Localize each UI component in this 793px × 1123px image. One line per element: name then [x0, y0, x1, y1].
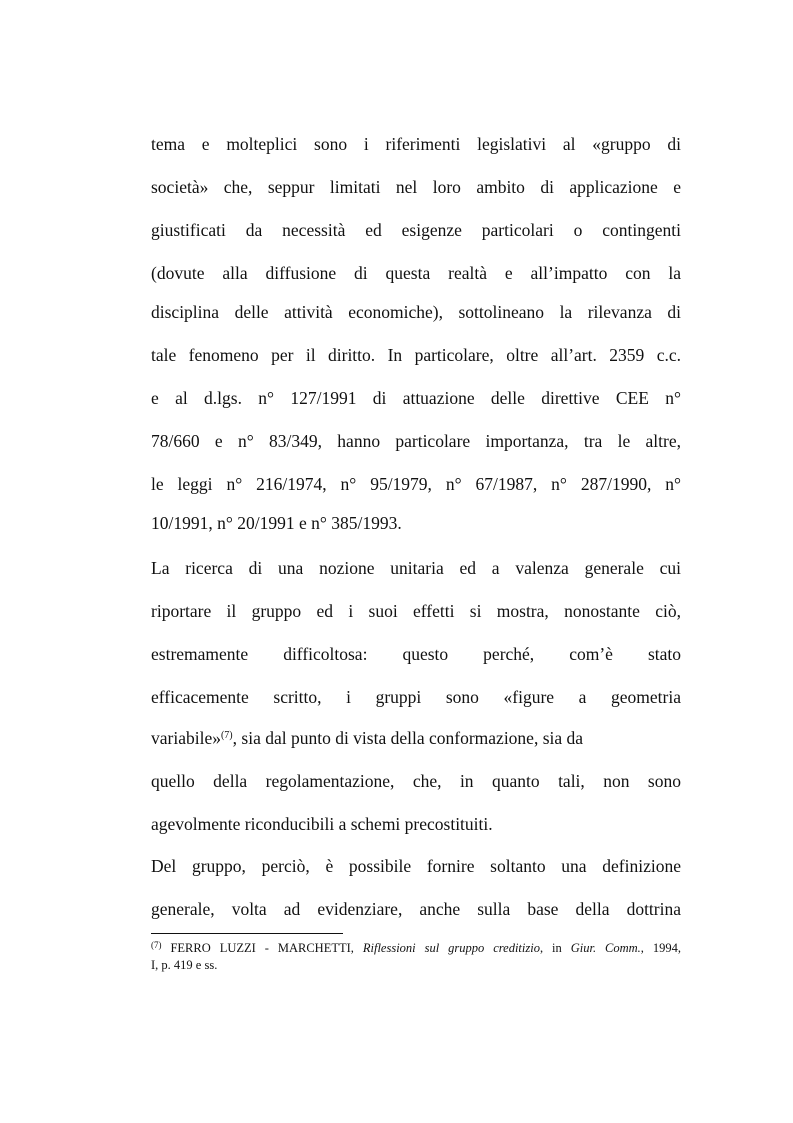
paragraph-line: tema e molteplici sono i riferimenti legislativi al «gruppo di: [151, 134, 681, 154]
paragraph-line: riportare il gruppo ed i suoi effetti si mostra, nonostante ciò,: [151, 601, 681, 621]
paragraph-line: le leggi n° 216/1974, n° 95/1979, n° 67/1987, n° 287/1990, n°: [151, 474, 681, 494]
paragraph-line: giustificati da necessità ed esigenze particolari o contingenti: [151, 220, 681, 240]
footnote-line: [151, 940, 681, 956]
footnote-marker: (7): [151, 940, 162, 950]
paragraph-line: efficacemente scritto, i gruppi sono «figure a geometria: [151, 687, 681, 707]
paragraph-line: società» che, seppur limitati nel loro ambito di applicazione e: [151, 177, 681, 197]
footnote-in: , in: [539, 941, 571, 955]
footnote-reference: (7): [220, 730, 233, 741]
footnote-journal: Giur. Comm.: [570, 941, 641, 955]
footnote-title: Riflessioni sul gruppo creditizio: [362, 941, 540, 955]
paragraph-line: tale fenomeno per il diritto. In particolare, oltre all’art. 2359 c.c.: [151, 345, 681, 365]
paragraph-line: (dovute alla diffusione di questa realtà e all’impatto con la: [151, 263, 681, 283]
footnote-authors: FERRO LUZZI - MARCHETTI,: [161, 941, 363, 955]
line-text: , sia dal punto di vista della conformazione, sia da: [232, 728, 584, 748]
paragraph-line: quello della regolamentazione, che, in quanto tali, non sono: [151, 771, 681, 791]
line-text: variabile»: [151, 728, 221, 748]
paragraph-line: e al d.lgs. n° 127/1991 di attuazione delle direttive CEE n°: [151, 388, 681, 408]
paragraph-line: estremamente difficoltosa: questo perché, com’è stato: [151, 644, 681, 664]
paragraph-line: Del gruppo, perciò, è possibile fornire soltanto una definizione: [151, 856, 681, 876]
paragraph-line: generale, volta ad evidenziare, anche sulla base della dottrina: [151, 899, 681, 919]
footnote-line: I, p. 419 e ss.: [151, 958, 218, 972]
paragraph-line: agevolmente riconducibili a schemi precostituiti.: [151, 814, 493, 834]
paragraph-line-with-footnote: [151, 727, 681, 749]
paragraph-line: 10/1991, n° 20/1991 e n° 385/1993.: [151, 513, 402, 533]
paragraph-line: disciplina delle attività economiche), sottolineano la rilevanza di: [151, 302, 681, 322]
paragraph-line: La ricerca di una nozione unitaria ed a valenza generale cui: [151, 558, 681, 578]
paragraph-line: 78/660 e n° 83/349, hanno particolare importanza, tra le altre,: [151, 431, 681, 451]
footnote-year: , 1994,: [640, 941, 681, 955]
footnote-separator: [151, 933, 343, 934]
